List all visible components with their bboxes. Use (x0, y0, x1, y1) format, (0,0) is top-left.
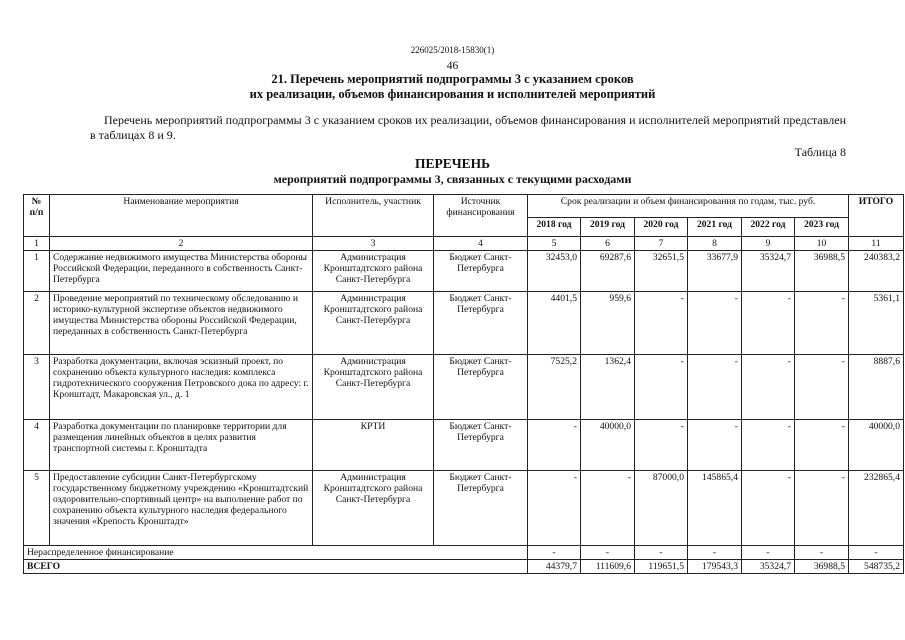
row-value: 32453,0 (528, 251, 581, 292)
column-number: 9 (742, 237, 795, 251)
unallocated-row (24, 546, 904, 560)
grand-total-value: 179543,3 (688, 560, 742, 574)
row-value: - (742, 355, 795, 420)
grand-total-value: 36988,5 (795, 560, 849, 574)
row-name: Проведение мероприятий по техническому обследованию и историко-культурной экспертизе объектов недвижимого имущества Министерства обороны Российской Федерации, переданных в собственность Санкт-Петербурга (50, 292, 313, 355)
row-value: - (688, 420, 742, 471)
unallocated-value: - (688, 546, 742, 560)
row-value: 1362,4 (581, 355, 635, 420)
intro-paragraph: Перечень мероприятий подпрограммы 3 с указанием сроков их реализации, объемов финансирования и исполнителей мероприятий представлен в таблицах 8 и 9. (90, 113, 846, 142)
unallocated-label: Нераспределенное финансирование (24, 546, 528, 560)
header-year: 2023 год (795, 218, 849, 237)
column-number: 7 (635, 237, 688, 251)
unallocated-value: - (635, 546, 688, 560)
unallocated-total: - (849, 546, 904, 560)
unallocated-value: - (581, 546, 635, 560)
unallocated-value: - (795, 546, 849, 560)
row-num: 3 (24, 355, 50, 420)
header-year: 2018 год (528, 218, 581, 237)
grand-total-row (24, 560, 904, 574)
column-number: 6 (581, 237, 635, 251)
row-value: - (635, 292, 688, 355)
unallocated-value: - (528, 546, 581, 560)
row-num: 5 (24, 471, 50, 546)
grand-total-value: 119651,5 (635, 560, 688, 574)
list-title: ПЕРЕЧЕНЬ (414, 156, 491, 171)
row-total: 40000,0 (849, 420, 904, 471)
header-source: Источник финансирования (434, 195, 528, 237)
row-value: - (742, 471, 795, 546)
row-source: Бюджет Санкт-Петербурга (434, 420, 528, 471)
row-value: 4401,5 (528, 292, 581, 355)
row-value: - (635, 355, 688, 420)
row-executor: Администрация Кронштадтского района Санкт-Петербурга (313, 292, 434, 355)
row-name: Содержание недвижимого имущества Министерства обороны Российской Федерации, переданного в собственность Санкт-Петербурга (50, 251, 313, 292)
column-number: 2 (50, 237, 313, 251)
column-number: 1 (24, 237, 50, 251)
row-value: 145865,4 (688, 471, 742, 546)
column-number: 3 (313, 237, 434, 251)
row-name: Разработка документации, включая эскизный проект, по сохранению объекта культурного наследия: комплекса гидротехнического сооружения Петровского дока по адресу: г. Кронштадт, Макаровская ул., д. 1 (50, 355, 313, 420)
table-row (24, 471, 904, 546)
header-executor: Исполнитель, участник (313, 195, 434, 237)
document-id: 226025/2018-15830(1) (410, 45, 495, 55)
grand-total-sum: 548735,2 (849, 560, 904, 574)
row-value: 32651,5 (635, 251, 688, 292)
grand-total-label: ВСЕГО (24, 560, 528, 574)
row-value: - (688, 292, 742, 355)
row-value: 7525,2 (528, 355, 581, 420)
header-year: 2021 год (688, 218, 742, 237)
row-value: - (795, 292, 849, 355)
table-row (24, 251, 904, 292)
grand-total-value: 111609,6 (581, 560, 635, 574)
section-title-line-2: их реализации, объемов финансирования и исполнителей мероприятий (249, 87, 656, 101)
row-total: 5361,1 (849, 292, 904, 355)
header-num: № п/п (24, 195, 50, 237)
row-value: - (581, 471, 635, 546)
row-executor: КРТИ (313, 420, 434, 471)
grand-total-value: 35324,7 (742, 560, 795, 574)
row-value: 87000,0 (635, 471, 688, 546)
row-value: 959,6 (581, 292, 635, 355)
row-value: - (742, 420, 795, 471)
header-year: 2020 год (635, 218, 688, 237)
column-number: 8 (688, 237, 742, 251)
row-source: Бюджет Санкт-Петербурга (434, 471, 528, 546)
header-name: Наименование мероприятия (50, 195, 313, 237)
row-value: - (795, 355, 849, 420)
row-value: - (688, 355, 742, 420)
section-title-line-1: 21. Перечень мероприятий подпрограммы 3 с указанием сроков (271, 72, 634, 86)
row-value: 36988,5 (795, 251, 849, 292)
row-value: 69287,6 (581, 251, 635, 292)
row-value: 35324,7 (742, 251, 795, 292)
column-number: 5 (528, 237, 581, 251)
header-year: 2022 год (742, 218, 795, 237)
row-num: 4 (24, 420, 50, 471)
table-row (24, 355, 904, 420)
row-source: Бюджет Санкт-Петербурга (434, 292, 528, 355)
row-source: Бюджет Санкт-Петербурга (434, 251, 528, 292)
header-row (24, 195, 904, 218)
header-period: Срок реализации и объем финансирования по годам, тыс. руб. (528, 195, 849, 218)
row-executor: Администрация Кронштадтского района Санкт-Петербурга (313, 251, 434, 292)
row-value: - (528, 471, 581, 546)
table-row (24, 292, 904, 355)
table-row (24, 420, 904, 471)
column-number-row (24, 237, 904, 251)
column-number: 4 (434, 237, 528, 251)
row-value: - (528, 420, 581, 471)
row-value: - (742, 292, 795, 355)
header-year: 2019 год (581, 218, 635, 237)
row-source: Бюджет Санкт-Петербурга (434, 355, 528, 420)
grand-total-value: 44379,7 (528, 560, 581, 574)
header-total: ИТОГО (849, 195, 904, 237)
row-value: - (635, 420, 688, 471)
row-name: Разработка документации по планировке территории для размещения линейных объектов в целях развития транспортной системы г. Кронштадта (50, 420, 313, 471)
table-reference: Таблица 8 (794, 145, 846, 159)
row-executor: Администрация Кронштадтского района Санкт-Петербурга (313, 471, 434, 546)
column-number: 10 (795, 237, 849, 251)
row-value: - (795, 420, 849, 471)
page-number: 46 (446, 60, 459, 72)
column-number: 11 (849, 237, 904, 251)
row-num: 2 (24, 292, 50, 355)
row-executor: Администрация Кронштадтского района Санкт-Петербурга (313, 355, 434, 420)
row-num: 1 (24, 251, 50, 292)
row-name: Предоставление субсидии Санкт-Петербургскому государственному бюджетному учреждению «Кронштадтский оздоровительно-спортивный центр» на выполнение работ по сохранению объекта культурного наследия федерального значения «Крепость Кронштадт» (50, 471, 313, 546)
row-value: 33677,9 (688, 251, 742, 292)
row-total: 232865,4 (849, 471, 904, 546)
measures-table (23, 194, 904, 574)
list-subtitle: мероприятий подпрограммы 3, связанных с текущими расходами (273, 172, 632, 186)
row-total: 240383,2 (849, 251, 904, 292)
section-title (0, 72, 905, 102)
unallocated-value: - (742, 546, 795, 560)
row-value: - (795, 471, 849, 546)
row-total: 8887,6 (849, 355, 904, 420)
row-value: 40000,0 (581, 420, 635, 471)
